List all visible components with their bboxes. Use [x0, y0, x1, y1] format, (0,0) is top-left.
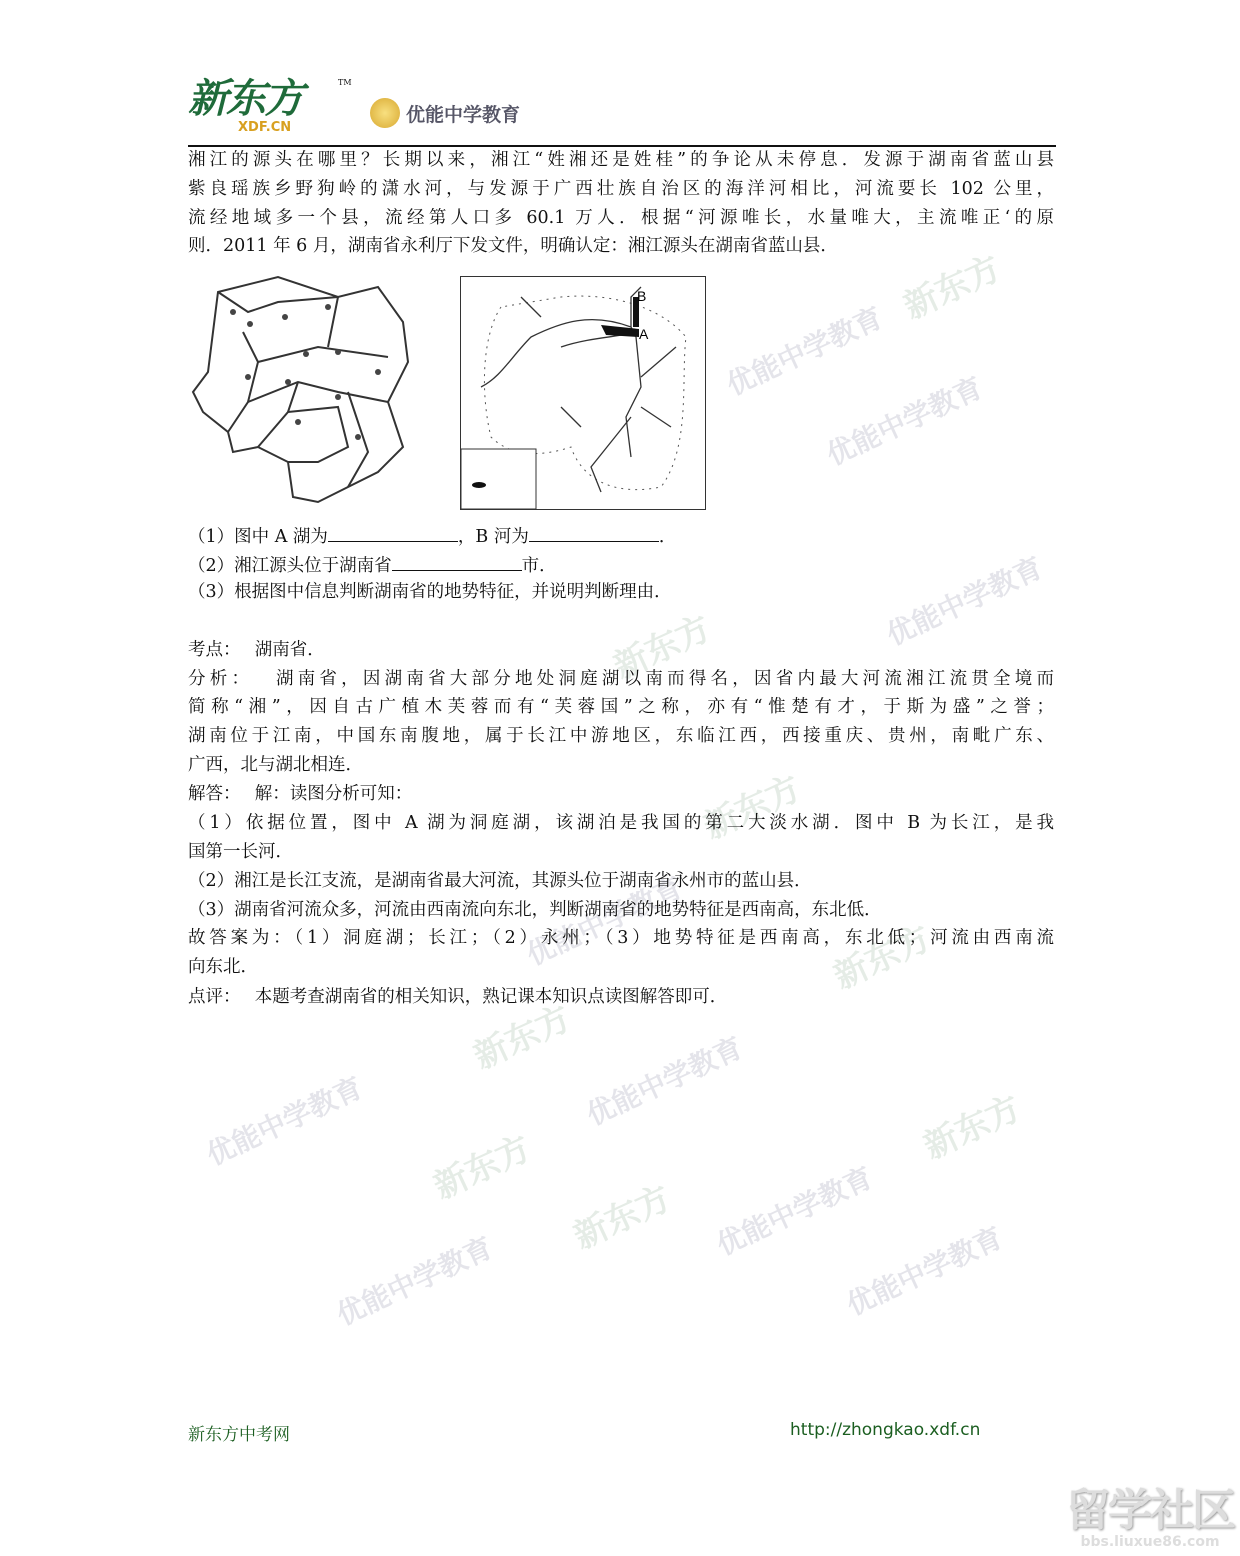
document-page: 新东方 XDF.CN TM 优能中学教育 新东方 优能中学教育 优能中学教育 新东方 优能中学教育 新东方 优能中学教育 新东方 新东方 优能中学教育 优能中学教育 新东方 新东方 新东方 优能中学教育 优能中学教育 优能中学教育 湘江的源头在哪里？长期以来，湘江“姓湘还是姓桂”的争论从未停息．发源于湖南省蓝山县 紫良瑶族乡野狗岭的潇水河，与发源于广西壮族自治区的海洋河相比，河流要长 102 公里， 流经地域多一个县，流经第人口多 60.1 万人．根据“河源唯长，水量唯大，主流唯正‘的原 则．2011 年 6 月，湖南省永利厅下发文件，明确认定：湘江源头在湖南省蓝山县． A B （1）图中 A 湖为 ，B 河为 ． （2）湘江源头位于湖南省 市． （3）根据图中信息判断湖南省的地势特征，并说明判断理由． 考点： 湖南省． 分析： 湖南省，因湖南省大部分地处洞庭湖以南而得名，因省内最大河流湘江流贯全境而 简称“湘”，因自古广植木芙蓉而有“芙蓉国”之称，亦有“惟楚有才，于斯为盛”之誉； 湖南位于江南，中国东南腹地，属于长江中游地区，东临江西，西接重庆、贵州，南毗广东、 广西，北与湖北相连． 解答： 解：读图分析可知： （1）依据位置，图中 A 湖为洞庭湖，该湖泊是我国的第二大淡水湖．图中 B 为长江，是我 国第一长河． （2）湘江是长江支流，是湖南省最大河流，其源头位于湖南省永州市的蓝山县． （3）湖南省河流众多，河流由西南流向东北，判断湖南省的地势特征是西南高，东北低． 故答案为：（1）洞庭湖；长江；（2）永州；（3）地势特征是西南高，东北低；河流由西南流 向东北． 点评： 本题考查湖南省的相关知识，熟记课本知识点读图解答即可． 新东方中考网 http://zhongkao.xdf.cn 留学社区 bbs.liuxue86.com	[0, 0, 1240, 1556]
question-2: （2）湘江源头位于湖南省 市．	[188, 552, 1054, 578]
map-legend	[461, 449, 536, 509]
intro-line: 湘江的源头在哪里？长期以来，湘江“姓湘还是姓桂”的争论从未停息．发源于湖南省蓝山县	[188, 150, 1054, 170]
footer-site-name: 新东方中考网	[188, 1425, 290, 1445]
answer-line: 解答： 解：读图分析可知：	[188, 784, 413, 804]
answer-line: 简称“湘”，因自古广植木芙蓉而有“芙蓉国”之称，亦有“惟楚有才，于斯为盛”之誉；	[188, 697, 1054, 717]
corner-watermark: 留学社区 bbs.liuxue86.com	[1066, 1485, 1234, 1550]
intro-line: 紫良瑶族乡野狗岭的潇水河，与发源于广西壮族自治区的海洋河相比，河流要长 102 公里，	[188, 179, 1054, 199]
xdf-logo: 新东方 XDF.CN TM	[188, 76, 352, 135]
lake-legend-icon	[472, 482, 486, 488]
question-1: （1）图中 A 湖为 ，B 河为 ．	[188, 523, 1054, 549]
answer-line: 向东北．	[188, 957, 258, 977]
answer-line: （3）湖南省河流众多，河流由西南流向东北，判断湖南省的地势特征是西南高，东北低．	[188, 900, 882, 920]
hunan-river-map	[460, 276, 706, 510]
answer-line: 故答案为：（1）洞庭湖；长江；（2）永州；（3）地势特征是西南高，东北低；河流由西南流	[188, 928, 1054, 948]
answer-line: 国第一长河．	[188, 842, 293, 862]
answer-blank-city[interactable]	[392, 552, 522, 571]
header-divider	[188, 145, 1056, 147]
youneng-logo: 优能中学教育	[370, 98, 520, 128]
answer-line: （1）依据位置，图中 A 湖为洞庭湖，该湖泊是我国的第二大淡水湖．图中 B 为长江，是我	[188, 813, 1054, 833]
map-label-b: B	[637, 288, 647, 304]
question-3: （3）根据图中信息判断湖南省的地势特征，并说明判断理由．	[188, 582, 672, 602]
answer-line: 湖南位于江南，中国东南腹地，属于长江中游地区，东临江西，西接重庆、贵州，南毗广东、	[188, 726, 1054, 746]
answer-blank-b[interactable]	[529, 523, 659, 542]
map-label-a: A	[639, 326, 649, 342]
answer-blank-a[interactable]	[328, 523, 458, 542]
footer-url[interactable]: http://zhongkao.xdf.cn	[790, 1420, 981, 1440]
answer-line: 点评： 本题考查湖南省的相关知识，熟记课本知识点读图解答即可．	[188, 987, 728, 1007]
answer-line: 分析： 湖南省，因湖南省大部分地处洞庭湖以南而得名，因省内最大河流湘江流贯全境而	[188, 669, 1054, 689]
answer-line: （2）湘江是长江支流，是湖南省最大河流，其源头位于湖南省永州市的蓝山县．	[188, 871, 812, 891]
answer-line: 考点： 湖南省．	[188, 640, 325, 660]
intro-line: 流经地域多一个县，流经第人口多 60.1 万人．根据“河源唯长，水量唯大，主流唯正‘的原	[188, 208, 1054, 228]
intro-line: 则．2011 年 6 月，湖南省永利厅下发文件，明确认定：湘江源头在湖南省蓝山县．	[188, 236, 838, 256]
hunan-prefecture-map	[188, 272, 416, 504]
answer-line: 广西，北与湖北相连．	[188, 755, 363, 775]
logo-emblem-icon	[370, 98, 400, 128]
